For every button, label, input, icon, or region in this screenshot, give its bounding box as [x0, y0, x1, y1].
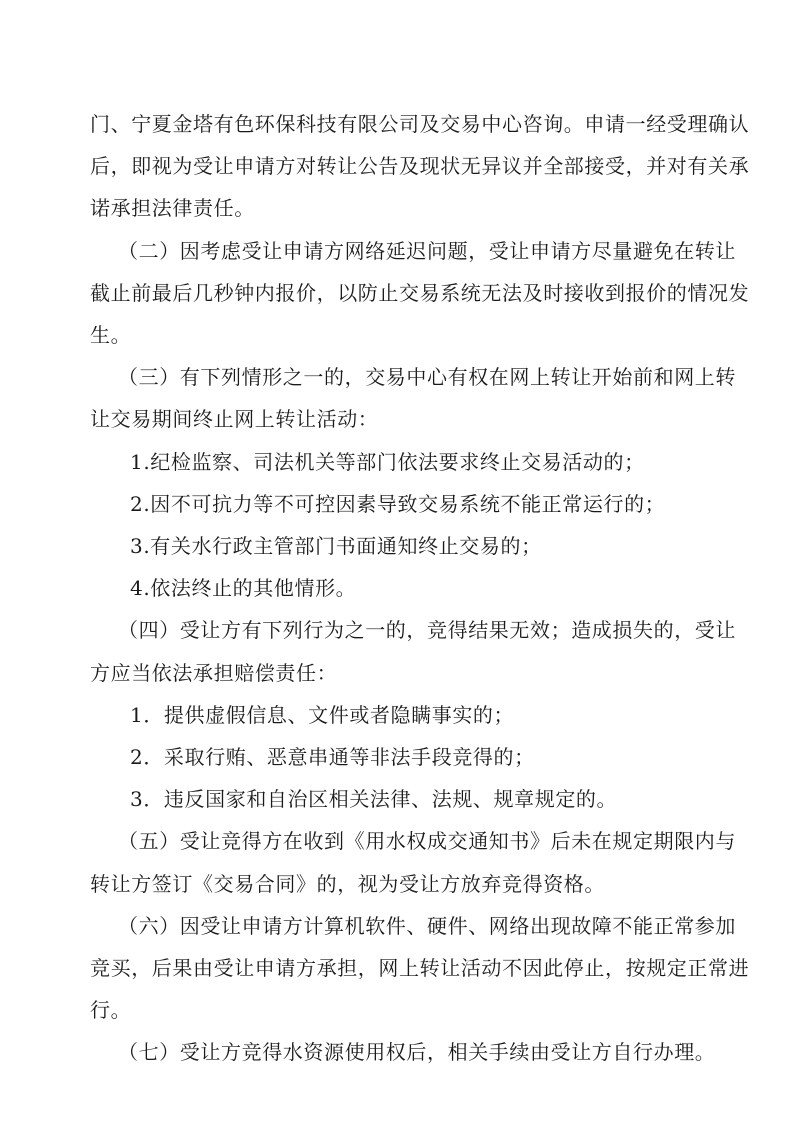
list-item: 3．违反国家和自治区相关法律、法规、规章规定的。 [130, 787, 618, 812]
list-item: 4.依法终止的其他情形。 [130, 576, 357, 601]
list-item: 1．提供虚假信息、文件或者隐瞒事实的； [130, 702, 515, 727]
list-item: 3.有关水行政主管部门书面通知终止交易的； [130, 534, 542, 558]
list-item: 2.因不可抗力等不可控因素导致交易系统不能正常运行的； [130, 491, 666, 516]
text-line: 生。 [90, 323, 132, 347]
text-line: 后，即视为受让申请方对转让公告及现状无异议并全部接受，并对有关承 [90, 154, 750, 179]
text-line: （三）有下列情形之一的，交易中心有权在网上转让开始前和网上转 [118, 365, 736, 390]
text-line: （二）因考虑受让申请方网络延迟问题，受让申请方尽量避免在转让 [118, 238, 736, 263]
text-line: 让交易期间终止网上转让活动： [90, 407, 379, 432]
text-line: （四）受让方有下列行为之一的，竞得结果无效；造成损失的，受让 [118, 618, 736, 643]
text-line: 截止前最后几秒钟内报价，以防止交易系统无法及时接收到报价的情况发 [90, 280, 750, 305]
text-line: 门、宁夏金塔有色环保科技有限公司及交易中心咨询。申请一经受理确认 [90, 112, 750, 136]
text-line: （五）受让竞得方在收到《用水权成交通知书》后未在规定期限内与 [118, 829, 736, 854]
text-line: 方应当依法承担赔偿责任： [90, 660, 338, 685]
text-line: （六）因受让申请方计算机软件、硬件、网络出现故障不能正常参加 [118, 913, 736, 938]
text-line: （七）受让方竞得水资源使用权后，相关手续由受让方自行办理。 [118, 1040, 716, 1065]
text-line: 竞买，后果由受让申请方承担，网上转让活动不因此停止，按规定正常进 [90, 956, 750, 980]
text-line: 诺承担法律责任。 [90, 196, 255, 221]
text-line: 转让方签订《交易合同》的，视为受让方放弃竞得资格。 [90, 871, 605, 896]
text-line: 行。 [90, 998, 132, 1023]
list-item: 1.纪检监察、司法机关等部门依法要求终止交易活动的； [130, 449, 645, 474]
list-item: 2．采取行贿、恶意串通等非法手段竞得的； [130, 745, 535, 769]
